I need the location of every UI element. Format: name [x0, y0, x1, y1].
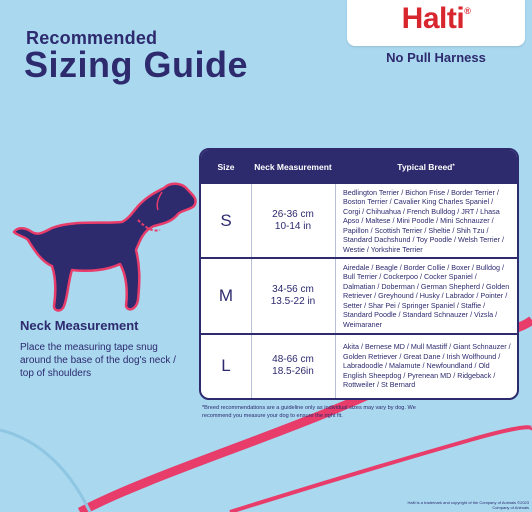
breed-list: Akita / Bernese MD / Mull Mastiff / Giant Schnauzer / Golden Retriever / Great Dane / Irish Wolfhound / Labradoodle / Malamute / Newfoundland / Old English Sheepdog / Pyrenean MD / Ridgeback / Rottweiler / St Bernard — [343, 342, 511, 390]
breed-list: Airedale / Beagle / Border Collie / Boxer / Bulldog / Bull Terrier / Cockerpoo / Cocker Spaniel / Dalmatian / Doberman / German Shepherd / Golden Retriever / Greyhound / Husky / Labrador / Pointer / Setter / Shar Pei / Springer Spaniel / Staffie / Standard Poodle / Standard Schnauzer / Vizsla / Weimaraner — [343, 263, 510, 329]
breed-cell — [343, 334, 511, 398]
header-typical-breed — [335, 150, 517, 184]
product-name: No Pull Harness — [386, 50, 486, 65]
breed-list: Bedlington Terrier / Bichon Frise / Border Terrier / Boston Terrier / Cavalier King Charles Spaniel / Corgi / Chihuahua / French Bulldog / JRT / Lhasa Apso / Maltese / Mini Poodle / Mini Schnauzer / Papillon / Scottish Terrier / Sheltie / Shih Tzu / Standard Dachshund / Toy Poodle / Welsh Terrier / Westie / Yorkshire Terrier — [343, 188, 505, 254]
neck-cell — [251, 258, 335, 334]
brand-logo-text: Halti — [401, 2, 465, 35]
size-cell: S — [220, 211, 232, 230]
brand-logo-box — [347, 0, 525, 46]
neck-in: 18.5-26in — [272, 366, 314, 377]
breed-cell — [343, 184, 511, 258]
header-breed-label: Typical Breed — [397, 162, 453, 172]
neck-cm: 26-36 cm — [272, 209, 314, 220]
table-row-large — [201, 334, 517, 398]
header-subtitle: Recommended — [26, 28, 158, 48]
neck-cm: 48-66 cm — [272, 354, 314, 365]
table-header — [201, 150, 517, 184]
size-cell: L — [221, 356, 231, 375]
breed-footnote: *Breed recommendations are a guideline only as individual sizes may vary by dog. We recommend you measure your dog to ensure the right fit. — [202, 405, 416, 419]
dog-silhouette-icon — [12, 170, 202, 320]
neck-measurement-title: Neck Measurement — [20, 318, 139, 333]
trademark-mark: ® — [464, 6, 471, 16]
breed-cell — [343, 258, 511, 334]
header-breed-marker: * — [452, 164, 455, 170]
neck-measurement-instructions: Place the measuring tape snug around the base of the dog's neck / top of shoulders — [20, 342, 176, 379]
sizing-table — [199, 148, 519, 400]
neck-cell — [251, 334, 335, 398]
neck-in: 10-14 in — [274, 221, 312, 232]
table-row-medium — [201, 258, 517, 334]
header-size: Size — [217, 162, 235, 172]
neck-in: 13.5-22 in — [270, 296, 316, 307]
header-neck-measurement: Neck Measurement — [254, 162, 332, 172]
copyright-text: Halti is a trademark and copyright of the Company of Animals ©2023 Company of Animals — [407, 500, 529, 510]
table-row-small — [201, 184, 517, 258]
page-title: Sizing Guide — [24, 44, 249, 85]
size-cell: M — [218, 286, 234, 305]
neck-cell — [251, 184, 335, 258]
brand-logo — [347, 2, 525, 36]
neck-cm: 34-56 cm — [272, 284, 314, 295]
